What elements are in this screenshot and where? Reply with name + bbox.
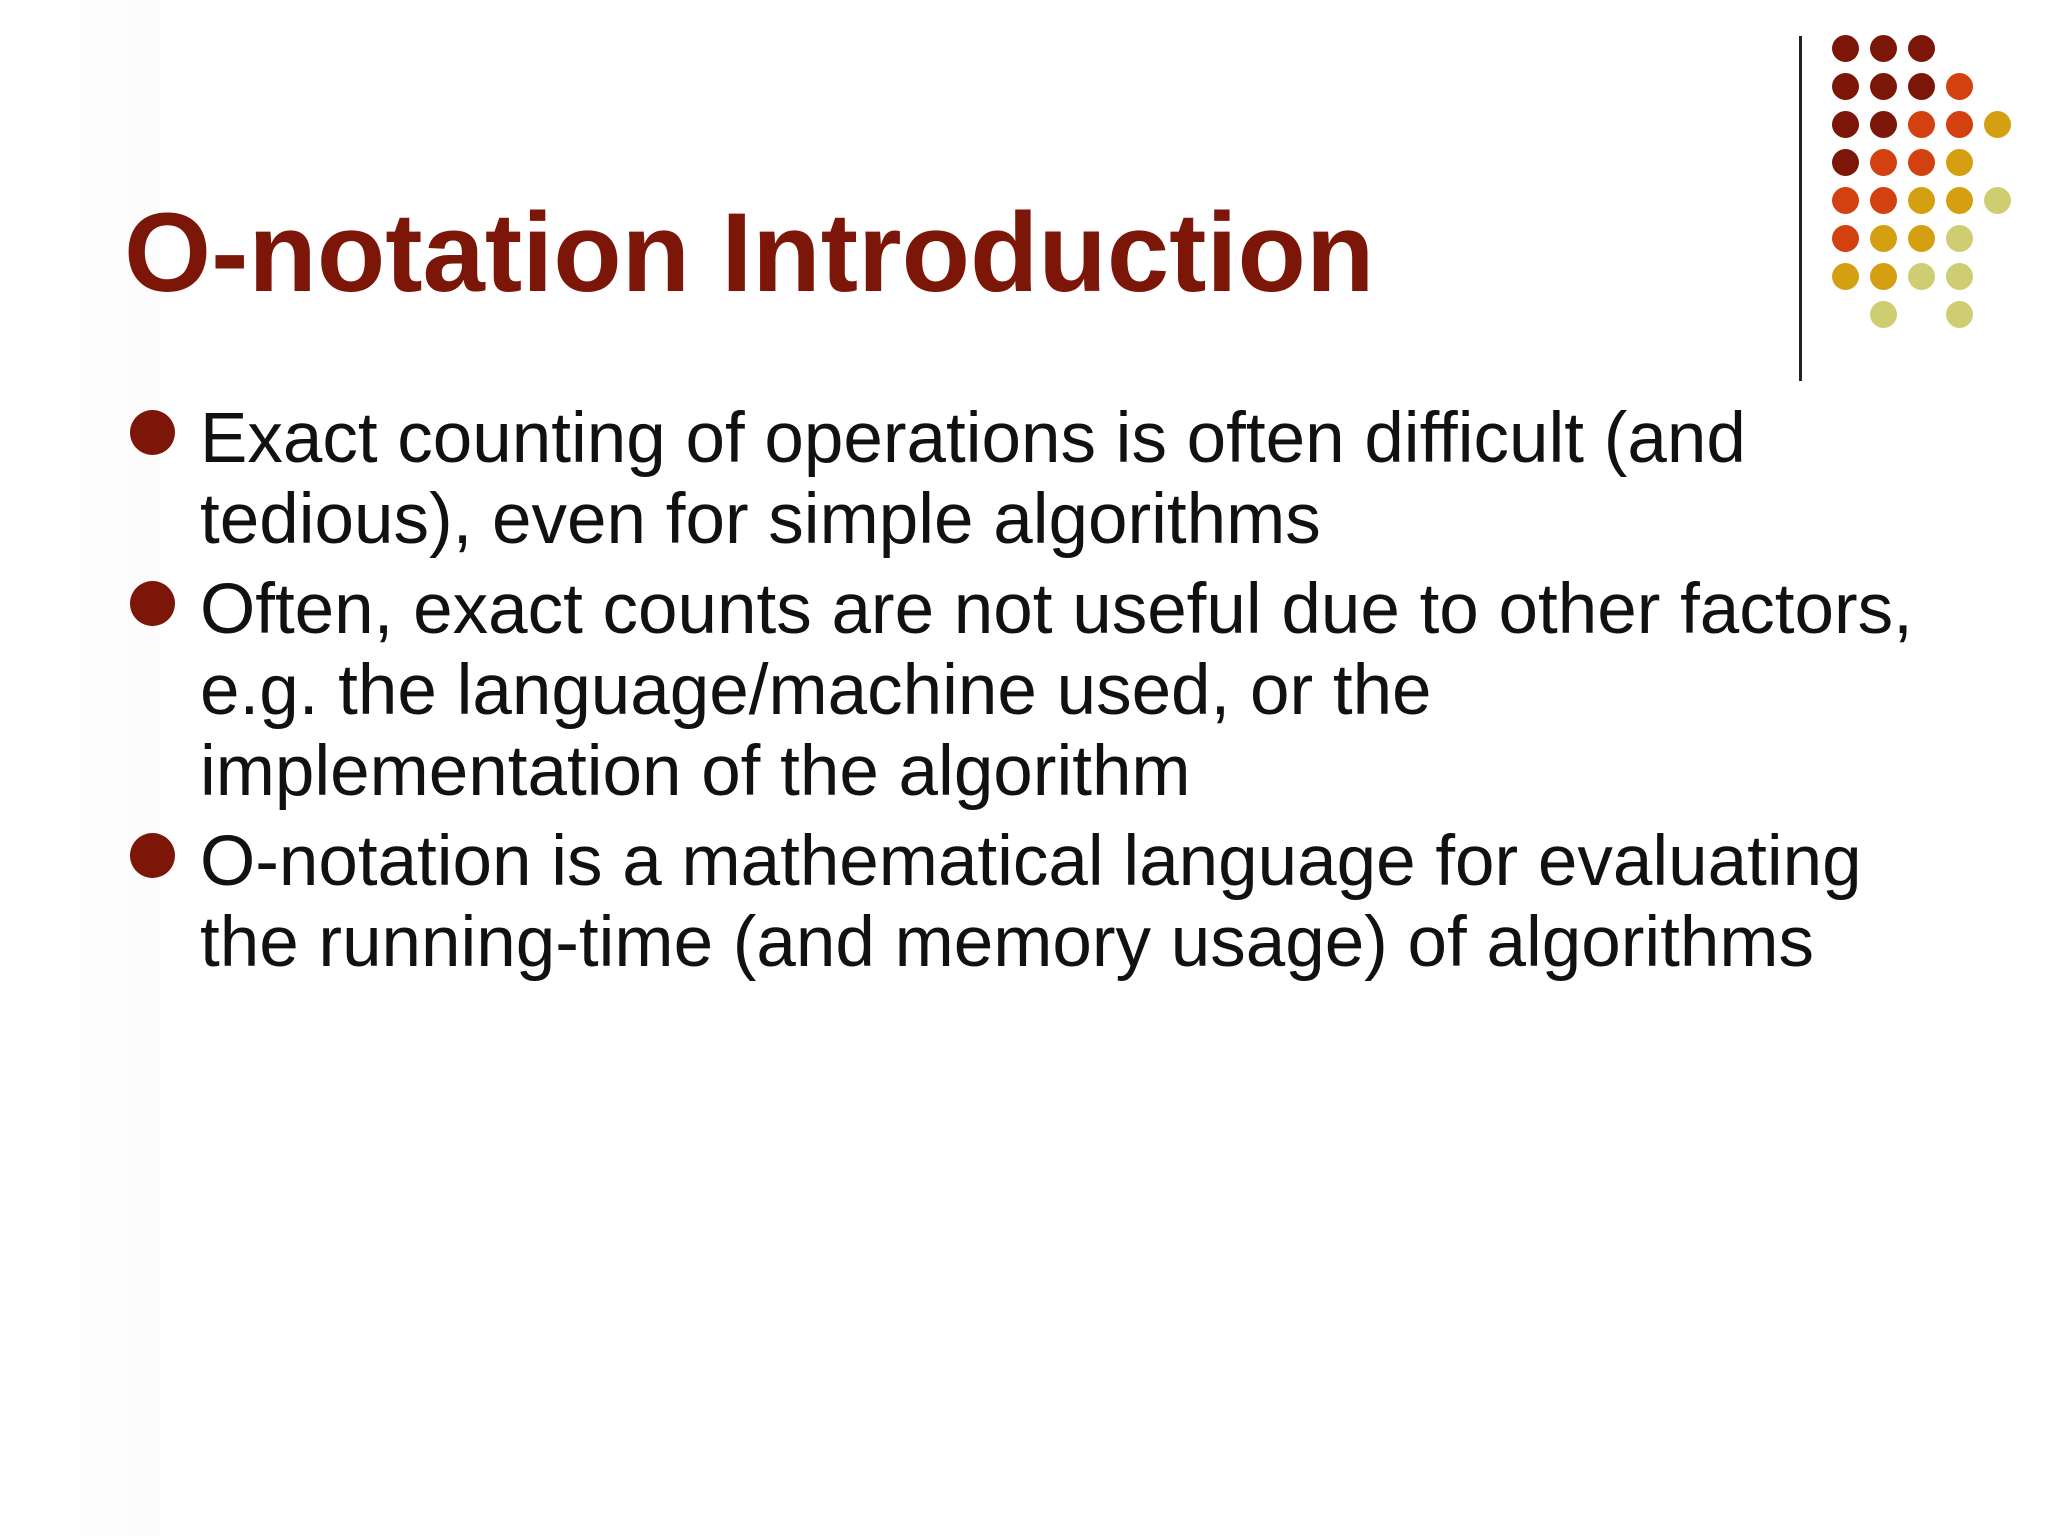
slide-title: O-notation Introduction — [124, 190, 1375, 315]
bullet-dot-icon — [130, 581, 175, 626]
decorative-dot — [1908, 73, 1935, 100]
title-divider-line — [1799, 36, 1802, 381]
decorative-dot — [1870, 149, 1897, 176]
decorative-dot — [1946, 73, 1973, 100]
decorative-dot — [1832, 225, 1859, 252]
decorative-dot — [1984, 111, 2011, 138]
bullet-text: Exact counting of operations is often difficult (and tedious), even for simple algorithms — [200, 399, 1746, 559]
decorative-dot — [1908, 263, 1935, 290]
decorative-dot — [1946, 111, 1973, 138]
decorative-dot — [1908, 187, 1935, 214]
decorative-dot — [1870, 301, 1897, 328]
decorative-dot — [1832, 35, 1859, 62]
bullet-item — [130, 569, 1930, 812]
decorative-dot — [1946, 263, 1973, 290]
decorative-dot — [1832, 149, 1859, 176]
decorative-dot — [1908, 35, 1935, 62]
decorative-dot — [1870, 263, 1897, 290]
decorative-dot — [1832, 73, 1859, 100]
bullet-dot-icon — [130, 833, 175, 878]
decorative-dot — [1908, 149, 1935, 176]
decorative-dot — [1832, 187, 1859, 214]
bullet-list — [130, 398, 1930, 992]
decorative-dot — [1870, 111, 1897, 138]
decorative-dot — [1946, 301, 1973, 328]
decorative-dot — [1984, 187, 2011, 214]
decorative-dot — [1870, 35, 1897, 62]
decorative-dot — [1946, 187, 1973, 214]
decorative-dot — [1832, 111, 1859, 138]
bullet-item — [130, 398, 1930, 560]
decorative-dot — [1832, 263, 1859, 290]
bullet-text: Often, exact counts are not useful due to other factors, e.g. the language/machine used, or the implementation of the algorithm — [200, 570, 1913, 811]
bullet-item — [130, 821, 1930, 983]
decorative-dot — [1946, 225, 1973, 252]
bullet-dot-icon — [130, 410, 175, 455]
decorative-dot — [1870, 225, 1897, 252]
decorative-dot — [1908, 225, 1935, 252]
decorative-dot — [1870, 73, 1897, 100]
decorative-dot — [1946, 149, 1973, 176]
bullet-text: O-notation is a mathematical language for evaluating the running-time (and memory usage) of algorithms — [200, 822, 1862, 982]
decorative-dot — [1908, 111, 1935, 138]
decorative-dot — [1870, 187, 1897, 214]
